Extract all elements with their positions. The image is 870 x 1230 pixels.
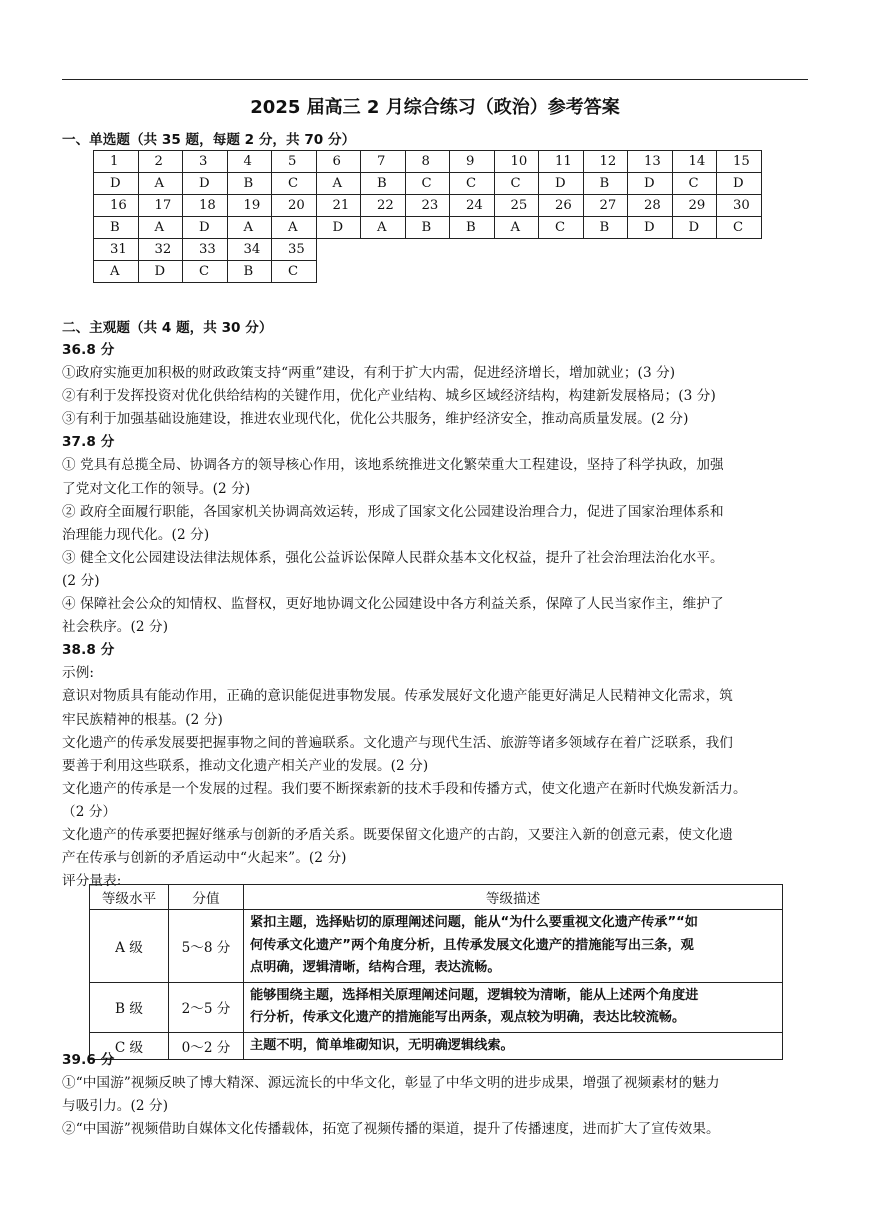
rubric-score: 2～5 分 — [169, 982, 244, 1032]
rubric-score: 5～8 分 — [169, 910, 244, 983]
answer-cell: D — [316, 217, 361, 239]
page-title: 2025 届高三 2 月综合练习（政治）参考答案 — [250, 97, 620, 118]
answer-row-2 — [94, 217, 762, 239]
q-num: 23 — [405, 195, 450, 217]
answer-cell: A — [494, 217, 539, 239]
q-num: 20 — [272, 195, 317, 217]
q-num: 9 — [450, 151, 495, 173]
q-num: 32 — [138, 239, 183, 261]
q38-line: 要善于利用这些联系，推动文化遗产相关产业的发展。(2 分) — [62, 757, 429, 774]
q38-line: 牢民族精神的根基。(2 分) — [62, 711, 223, 728]
q37-line: (2 分) — [62, 572, 100, 589]
q-num: 21 — [316, 195, 361, 217]
q39-line: ①“中国游”视频反映了博大精深、源远流长的中华文化，彰显了中华文明的进步成果，增强了视频素材的魅力 — [62, 1075, 720, 1092]
answer-cell: B — [583, 217, 628, 239]
q-num: 25 — [494, 195, 539, 217]
answer-cell: C — [272, 173, 317, 195]
q38-line: 意识对物质具有能动作用，正确的意识能促进事物发展。传承发展好文化遗产能更好满足人民精神文化需求，筑 — [62, 688, 733, 705]
q38-line: 文化遗产的传承是一个发展的过程。我们要不断探索新的技术手段和传播方式，使文化遗产在新时代焕发新活力。 — [62, 780, 747, 797]
q38-line: 评分量表: — [62, 873, 122, 890]
q38-line: 文化遗产的传承发展要把握事物之间的普遍联系。文化遗产与现代生活、旅游等诸多领域存在着广泛联系，我们 — [62, 734, 733, 751]
rubric-desc — [244, 982, 783, 1032]
rubric-desc-line: 紧扣主题，选择贴切的原理阐述问题，能从“为什么要重视文化遗产传承”“如 — [250, 915, 698, 930]
answer-cell: D — [717, 173, 762, 195]
q-num: 14 — [672, 151, 717, 173]
q37-line: ③ 健全文化公园建设法律法规体系，强化公益诉讼保障人民群众基本文化权益，提升了社会治理法治化水平。 — [62, 549, 724, 566]
rubric-table — [89, 884, 783, 1060]
q38-line: 产在传承与创新的矛盾运动中“火起来”。(2 分) — [62, 850, 347, 867]
rubric-header-score: 分值 — [169, 885, 244, 910]
q-num: 1 — [94, 151, 139, 173]
q-num: 10 — [494, 151, 539, 173]
answer-cell: B — [405, 217, 450, 239]
q38-heading: 38.8 分 — [62, 642, 115, 659]
rubric-level: B 级 — [90, 982, 169, 1032]
q-num: 26 — [539, 195, 584, 217]
q38-line: 示例: — [62, 665, 95, 682]
answer-row-1 — [94, 173, 762, 195]
top-rule — [62, 79, 808, 80]
q-num: 34 — [227, 239, 272, 261]
rubric-score: 0～2 分 — [169, 1032, 244, 1060]
q37-line: ④ 保障社会公众的知情权、监督权，更好地协调文化公园建设中各方利益关系，保障了人民当家作主，维护了 — [62, 596, 724, 613]
answer-cell: B — [227, 173, 272, 195]
rubric-desc-line: 能够围绕主题，选择相关原理阐述问题，逻辑较为清晰，能从上述两个角度进 — [250, 987, 699, 1003]
q-num: 19 — [227, 195, 272, 217]
q-num: 5 — [272, 151, 317, 173]
q-num: 35 — [272, 239, 317, 261]
section1-heading: 一、单选题（共 35 题，每题 2 分，共 70 分） — [62, 132, 356, 148]
answer-cell: C — [672, 173, 717, 195]
answer-cell: D — [672, 217, 717, 239]
q38-line: 文化遗产的传承要把握好继承与创新的矛盾关系。既要保留文化遗产的古韵，又要注入新的创意元素，使文化遗 — [62, 826, 733, 843]
answer-row-3 — [94, 261, 762, 283]
answer-cell: D — [94, 173, 139, 195]
q-num: 24 — [450, 195, 495, 217]
q36-line: ①政府实施更加积极的财政政策支持“两重”建设，有利于扩大内需，促进经济增长，增加就业；(3 分) — [62, 365, 676, 382]
answer-table — [93, 150, 762, 283]
rubric-header-level: 等级水平 — [90, 885, 169, 910]
section2-heading: 二、主观题（共 4 题，共 30 分） — [62, 320, 273, 336]
answer-cell: D — [183, 217, 228, 239]
q-num: 29 — [672, 195, 717, 217]
answer-cell: C — [717, 217, 762, 239]
answer-cell: A — [227, 217, 272, 239]
q-num: 3 — [183, 151, 228, 173]
q39-block — [62, 1049, 810, 1141]
q37-line: 了党对文化工作的领导。(2 分) — [62, 480, 251, 497]
q-num: 16 — [94, 195, 139, 217]
q36-block — [62, 339, 810, 893]
answer-num-row-1 — [94, 151, 762, 173]
answer-cell: B — [450, 217, 495, 239]
q-num: 22 — [361, 195, 406, 217]
answer-cell: A — [272, 217, 317, 239]
q36-line: ②有利于发挥投资对优化供给结构的关键作用，优化产业结构、城乡区域经济结构，构建新发展格局；(3 分) — [62, 388, 716, 405]
answer-cell: D — [138, 261, 183, 283]
q-num: 27 — [583, 195, 628, 217]
answer-cell: D — [183, 173, 228, 195]
answer-cell: A — [138, 173, 183, 195]
q38-line: （2 分） — [62, 803, 117, 820]
q-num: 7 — [361, 151, 406, 173]
q-num: 11 — [539, 151, 584, 173]
q-num: 4 — [227, 151, 272, 173]
rubric-desc-line: 何传承文化遗产”两个角度分析，且传承发展文化遗产的措施能写出三条，观 — [250, 937, 694, 953]
q-num: 28 — [628, 195, 673, 217]
q39-line: 与吸引力。(2 分) — [62, 1098, 169, 1115]
q-num: 30 — [717, 195, 762, 217]
answer-cell: D — [628, 173, 673, 195]
q-num: 13 — [628, 151, 673, 173]
answer-cell: A — [361, 217, 406, 239]
answer-cell: C — [272, 261, 317, 283]
q-num: 2 — [138, 151, 183, 173]
q-num: 31 — [94, 239, 139, 261]
q-num: 12 — [583, 151, 628, 173]
q39-line: ②“中国游”视频借助自媒体文化传播载体，拓宽了视频传播的渠道，提升了传播速度，进而扩大了宣传效果。 — [62, 1121, 720, 1138]
q37-heading: 37.8 分 — [62, 434, 115, 451]
q36-line: ③有利于加强基础设施建设，推进农业现代化，优化公共服务，维护经济安全，推动高质量发展。(2 分) — [62, 411, 689, 428]
q-num: 18 — [183, 195, 228, 217]
answer-cell: C — [450, 173, 495, 195]
rubric-row-a — [90, 910, 783, 983]
q-num: 15 — [717, 151, 762, 173]
answer-cell: A — [94, 261, 139, 283]
answer-cell: B — [227, 261, 272, 283]
answer-cell: C — [183, 261, 228, 283]
answer-cell: B — [361, 173, 406, 195]
q37-line: 治理能力现代化。(2 分) — [62, 526, 210, 543]
rubric-desc — [244, 910, 783, 983]
rubric-header-desc: 等级描述 — [244, 885, 783, 910]
answer-cell: A — [316, 173, 361, 195]
answer-num-row-3 — [94, 239, 762, 261]
answer-cell: B — [94, 217, 139, 239]
rubric-level: C 级 — [90, 1032, 169, 1060]
q37-line: ② 政府全面履行职能，各国家机关协调高效运转，形成了国家文化公园建设治理合力，促进了国家治理体系和 — [62, 503, 724, 520]
answer-cell: B — [583, 173, 628, 195]
rubric-row-b — [90, 982, 783, 1032]
rubric-desc-line: 主题不明，简单堆砌知识，无明确逻辑线索。 — [250, 1037, 514, 1053]
answer-cell: D — [628, 217, 673, 239]
rubric-level: A 级 — [90, 910, 169, 983]
q-num: 6 — [316, 151, 361, 173]
rubric-desc-line: 点明确，逻辑清晰，结构合理，表达流畅。 — [250, 960, 501, 975]
q36-heading: 36.8 分 — [62, 342, 115, 358]
q39-heading: 39.6 分 — [62, 1052, 115, 1068]
q-num: 33 — [183, 239, 228, 261]
answer-cell: D — [539, 173, 584, 195]
q37-line: 社会秩序。(2 分) — [62, 619, 169, 636]
answer-cell: C — [539, 217, 584, 239]
rubric-desc-line: 行分析，传承文化遗产的措施能写出两条，观点较为明确，表达比较流畅。 — [250, 1010, 686, 1025]
q-num: 17 — [138, 195, 183, 217]
answer-num-row-2 — [94, 195, 762, 217]
q-num: 8 — [405, 151, 450, 173]
answer-cell: A — [138, 217, 183, 239]
q37-line: ① 党具有总揽全局、协调各方的领导核心作用，该地系统推进文化繁荣重大工程建设，坚持了科学执政，加强 — [62, 457, 724, 474]
answer-cell: C — [405, 173, 450, 195]
answer-cell: C — [494, 173, 539, 195]
